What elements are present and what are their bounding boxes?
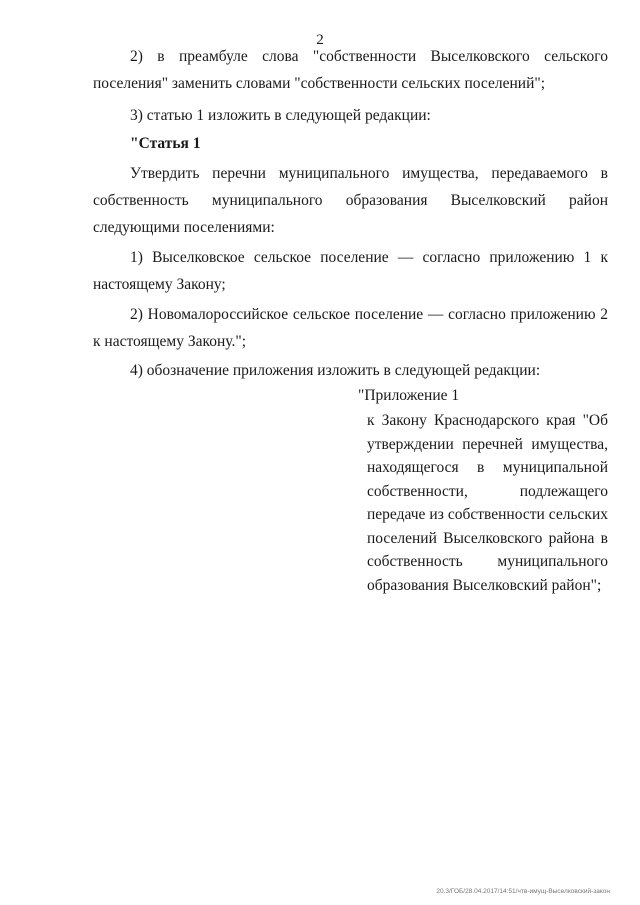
subitem-2: 2) Новомалороссийское сельское поселение — согласно приложению 2 к настоящему Закону."; (93, 306, 608, 350)
subitem-1: 1) Выселковское сельское поселение — согласно приложению 1 к настоящему Закону; (93, 249, 608, 293)
article-body: Утвердить перечни муниципального имущества, передаваемого в собственность муниципального образования Выселковский район следующими поселениями: (93, 165, 608, 236)
paragraph-item-2: 2) в преамбуле слова "собственности Выселковского сельского поселения" заменить словами "собственности сельских поселений"; (93, 48, 608, 92)
appendix-text: к Закону Краснодарского края "Об утверждении перечней имущества, находящегося в муниципальной собственности, подлежащего передаче из собственности сельских поселений Выселковского района в собственность муниципального образования Выселковский район"; (367, 412, 608, 594)
paragraph-item-4: 4) обозначение приложения изложить в следующей редакции: (130, 362, 541, 379)
paragraph-item-3: 3) статью 1 изложить в следующей редакции: (130, 107, 431, 124)
footer-file-stamp: 20.3/ГОБ/28.04.2017/14:51/чтв-имущ-Выселковский-закон (436, 888, 610, 895)
page-number: 2 (316, 32, 324, 48)
article-title: "Статья 1 (130, 135, 201, 152)
appendix-heading: "Приложение 1 (358, 387, 460, 404)
